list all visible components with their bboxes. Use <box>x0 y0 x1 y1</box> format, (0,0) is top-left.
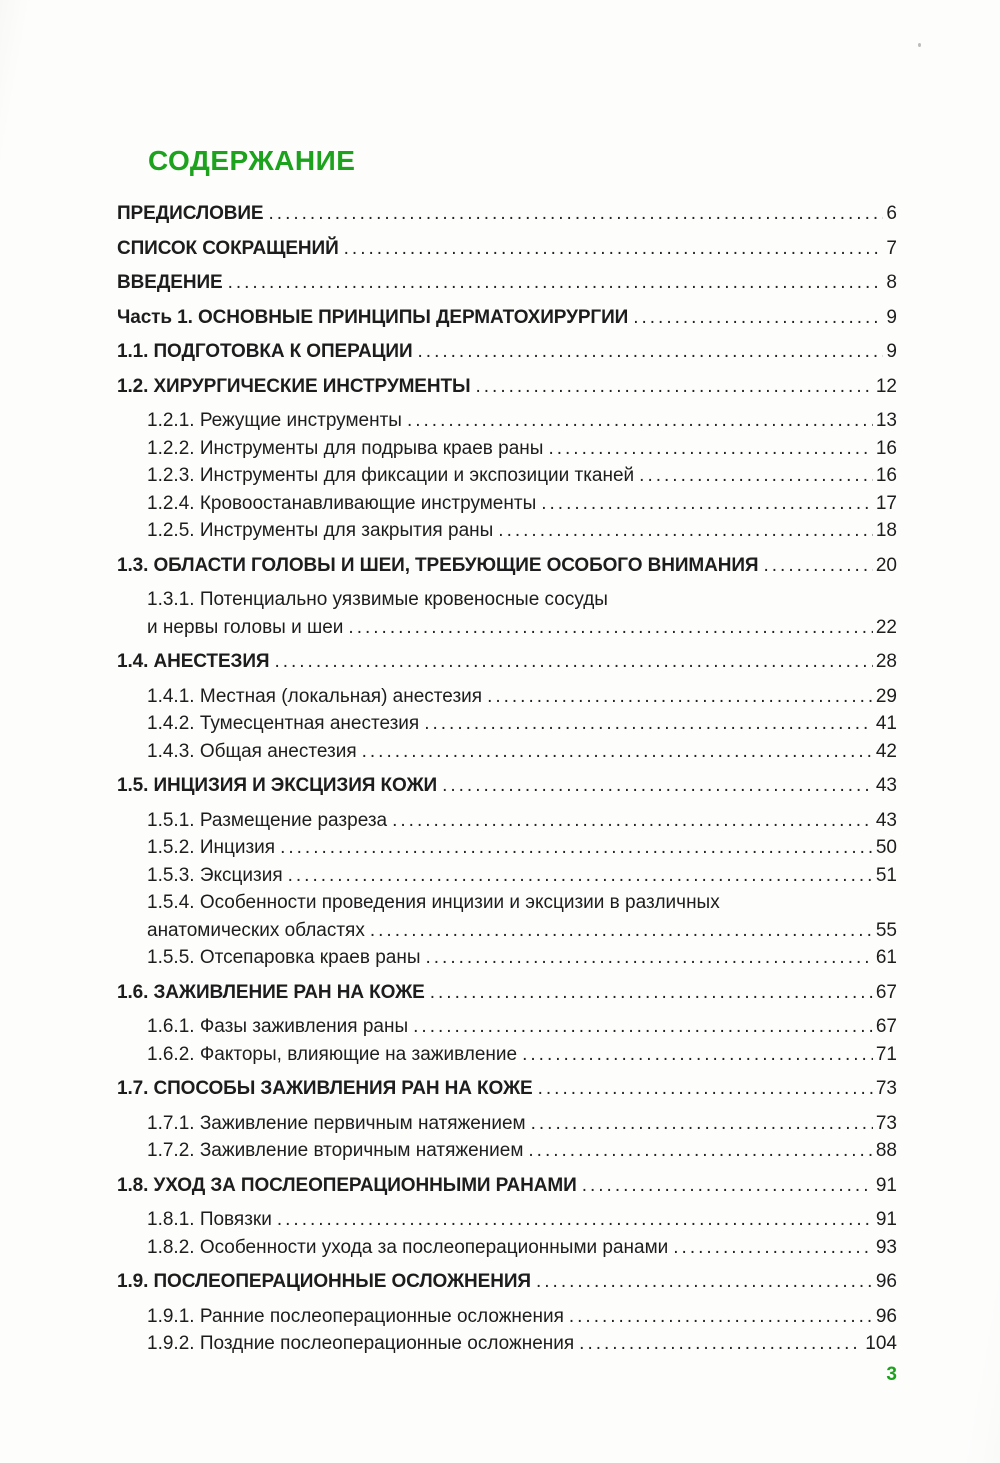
dotted-leader <box>277 1206 873 1234</box>
dotted-leader <box>430 979 873 1007</box>
dotted-leader <box>569 1303 873 1331</box>
toc-entry-page-number: 20 <box>875 554 897 576</box>
page-title: СОДЕРЖАНИЕ <box>148 145 356 176</box>
toc-entry <box>117 1013 897 1041</box>
toc-entry-label: 1.9.1. Ранние послеоперационные осложнения <box>147 1305 564 1327</box>
dotted-leader <box>288 862 873 890</box>
toc-entry-page-number: 91 <box>875 1174 897 1196</box>
dotted-leader <box>763 552 872 580</box>
toc-entry-row <box>117 1172 897 1200</box>
toc-entry-label: Часть 1. ОСНОВНЫЕ ПРИНЦИПЫ ДЕРМАТОХИРУРГИИ <box>117 306 629 328</box>
toc-entry-label: 1.3.1. Потенциально уязвимые кровеносные сосуды <box>147 589 608 610</box>
dotted-leader <box>407 407 873 435</box>
toc-entry <box>117 586 897 641</box>
toc-entry-label: 1.5.5. Отсепаровка краев раны <box>147 947 421 968</box>
toc-entry-label: и нервы головы и шеи <box>147 616 344 638</box>
toc-entry-row <box>117 648 897 676</box>
toc-entry-label: анатомических областях <box>147 919 365 941</box>
toc-entry-page-number: 29 <box>875 685 897 707</box>
toc-entry-label: 1.2. ХИРУРГИЧЕСКИЕ ИНСТРУМЕНТЫ <box>117 375 471 397</box>
toc-entry <box>117 648 897 676</box>
toc-entry-page-number: 13 <box>875 410 897 431</box>
toc-entry-page-number: 42 <box>875 740 897 762</box>
toc-entry-page-number: 16 <box>875 437 897 459</box>
toc-entry-page-number: 104 <box>865 1333 897 1354</box>
toc-entry-page-number: 91 <box>875 1209 897 1230</box>
toc-entry-page-number: 96 <box>875 1271 897 1292</box>
toc-entry <box>117 1110 897 1138</box>
toc-entry-row <box>147 1137 897 1165</box>
dotted-leader <box>418 338 884 366</box>
toc-entry-label: 1.5.4. Особенности проведения инцизии и эксцизии в различных <box>147 892 720 913</box>
toc-entry-label: СПИСОК СОКРАЩЕНИЙ <box>117 237 339 259</box>
dotted-leader <box>348 614 872 642</box>
toc-entry-page-number: 55 <box>875 919 897 941</box>
toc-entry-label: 1.4.1. Местная (локальная) анестезия <box>147 685 483 707</box>
toc-entry <box>117 772 897 800</box>
toc-entry-page-number: 22 <box>875 616 897 638</box>
toc-entry-row <box>147 435 897 463</box>
toc-entry-row <box>147 586 897 614</box>
toc-entry-row <box>147 834 897 862</box>
toc-entry-row <box>147 490 897 518</box>
dotted-leader <box>413 1013 873 1041</box>
toc-entry <box>117 1206 897 1234</box>
toc-entry-row <box>147 738 897 766</box>
dotted-leader <box>639 462 873 490</box>
toc-entry-label: 1.1. ПОДГОТОВКА К ОПЕРАЦИИ <box>117 341 413 362</box>
toc-entry-label: ПРЕДИСЛОВИЕ <box>117 203 264 224</box>
toc-entry-page-number: 8 <box>886 272 897 293</box>
dotted-leader <box>633 304 883 332</box>
dotted-leader <box>538 1075 873 1103</box>
toc-entry-row <box>117 1075 897 1103</box>
toc-entry <box>117 235 897 263</box>
toc-entry-page-number: 73 <box>875 1078 897 1099</box>
toc-entry-page-number: 7 <box>886 237 897 259</box>
folio-page-number: 3 <box>886 1363 897 1385</box>
toc-entry <box>117 1041 897 1069</box>
toc-entry <box>117 889 897 944</box>
toc-entry-page-number: 67 <box>875 1016 897 1037</box>
toc-entry-page-number: 18 <box>875 520 897 541</box>
toc-entry-row <box>147 710 897 738</box>
toc-entry <box>117 1137 897 1165</box>
toc-entry-page-number: 28 <box>875 651 897 672</box>
toc-entry-label: ВВЕДЕНИЕ <box>117 272 223 293</box>
scan-artifact-speck <box>918 43 921 47</box>
dotted-leader <box>370 917 873 945</box>
toc-entry <box>117 304 897 332</box>
toc-entry <box>117 979 897 1007</box>
toc-entry-page-number: 88 <box>875 1140 897 1161</box>
toc-entry-row <box>117 269 897 297</box>
toc-entry-row <box>117 200 897 228</box>
toc-entry-label: 1.4. АНЕСТЕЗИЯ <box>117 651 270 672</box>
toc-entry-page-number: 73 <box>875 1112 897 1134</box>
toc-entry-page-number: 43 <box>875 775 897 796</box>
toc-entry <box>117 200 897 228</box>
toc-entry-label: 1.6. ЗАЖИВЛЕНИЕ РАН НА КОЖЕ <box>117 981 425 1003</box>
toc-entry-row <box>117 235 897 263</box>
toc-entry-row <box>147 807 897 835</box>
toc-entry-row <box>147 1330 897 1358</box>
toc-entry-row <box>147 1234 897 1262</box>
toc-entry-label: 1.5.2. Инцизия <box>147 837 276 858</box>
toc-entry-label: 1.2.3. Инструменты для фиксации и экспозиции тканей <box>147 465 635 486</box>
toc-list <box>117 200 897 1358</box>
toc-entry <box>117 834 897 862</box>
toc-entry-label: 1.2.1. Режущие инструменты <box>147 410 402 431</box>
toc-entry <box>117 462 897 490</box>
toc-entry-row <box>147 462 897 490</box>
toc-entry-row <box>147 1013 897 1041</box>
toc-entry-row <box>147 889 897 917</box>
toc-entry-label: 1.8.1. Повязки <box>147 1209 272 1230</box>
toc-entry-row <box>117 772 897 800</box>
toc-entry-row <box>147 1110 897 1138</box>
toc-entry-page-number: 9 <box>886 341 897 362</box>
toc-entry-row <box>147 1303 897 1331</box>
toc-entry-row <box>147 614 897 642</box>
dotted-leader <box>541 490 873 518</box>
toc-entry-row <box>147 517 897 545</box>
dotted-leader <box>344 235 884 263</box>
toc-entry-label: 1.7.2. Заживление вторичным натяжением <box>147 1140 524 1161</box>
dotted-leader <box>476 373 873 401</box>
dotted-leader <box>522 1041 873 1069</box>
toc-entry-label: 1.8. УХОД ЗА ПОСЛЕОПЕРАЦИОННЫМИ РАНАМИ <box>117 1174 577 1196</box>
toc-entry <box>117 407 897 435</box>
toc-entry-label: 1.3. ОБЛАСТИ ГОЛОВЫ И ШЕИ, ТРЕБУЮЩИЕ ОСОБОГО ВНИМАНИЯ <box>117 554 759 576</box>
toc-entry-row <box>117 304 897 332</box>
toc-entry-page-number: 9 <box>886 306 897 328</box>
dotted-leader <box>424 710 873 738</box>
dotted-leader <box>362 738 873 766</box>
dotted-leader <box>228 269 884 297</box>
dotted-leader <box>536 1268 873 1296</box>
toc-entry-page-number: 16 <box>875 465 897 486</box>
toc-entry-label: 1.4.3. Общая анестезия <box>147 740 357 762</box>
toc-entry <box>117 435 897 463</box>
toc-entry <box>117 552 897 580</box>
toc-entry-label: 1.4.2. Тумесцентная анестезия <box>147 713 420 734</box>
toc-entry-row <box>117 979 897 1007</box>
toc-entry-row <box>147 1041 897 1069</box>
toc-entry-label: 1.2.2. Инструменты для подрыва краев раны <box>147 437 544 459</box>
toc-entry <box>117 517 897 545</box>
toc-entry-row <box>147 862 897 890</box>
toc-entry-page-number: 43 <box>875 809 897 831</box>
toc-entry-label: 1.6.2. Факторы, влияющие на заживление <box>147 1043 518 1065</box>
toc-entry-page-number: 50 <box>875 837 897 858</box>
toc-entry-label: 1.2.4. Кровоостанавливающие инструменты <box>147 492 537 514</box>
dotted-leader <box>528 1137 872 1165</box>
toc-entry <box>117 1172 897 1200</box>
toc-entry-page-number: 67 <box>875 981 897 1003</box>
toc-entry-page-number: 51 <box>875 864 897 886</box>
dotted-leader <box>274 648 872 676</box>
dotted-leader <box>269 200 884 228</box>
toc-entry-page-number: 96 <box>875 1305 897 1327</box>
toc-entry <box>117 807 897 835</box>
toc-entry <box>117 338 897 366</box>
dotted-leader <box>425 944 872 972</box>
toc-entry-label: 1.6.1. Фазы заживления раны <box>147 1016 409 1037</box>
toc-entry-page-number: 93 <box>875 1236 897 1258</box>
dotted-leader <box>280 834 873 862</box>
toc-entry-label: 1.8.2. Особенности ухода за послеоперационными ранами <box>147 1236 669 1258</box>
toc-entry-page-number: 61 <box>875 947 897 968</box>
dotted-leader <box>487 683 873 711</box>
toc-entry-row <box>147 683 897 711</box>
toc-entry-row <box>117 1268 897 1296</box>
toc-entry <box>117 1075 897 1103</box>
toc-entry <box>117 710 897 738</box>
toc-entry <box>117 490 897 518</box>
dotted-leader <box>392 807 873 835</box>
dotted-leader <box>442 772 873 800</box>
toc-entry <box>117 1234 897 1262</box>
toc-entry <box>117 1303 897 1331</box>
toc-entry-label: 1.2.5. Инструменты для закрытия раны <box>147 520 494 541</box>
toc-entry-page-number: 17 <box>875 492 897 514</box>
dotted-leader <box>582 1172 873 1200</box>
toc-entry-label: 1.7. СПОСОБЫ ЗАЖИВЛЕНИЯ РАН НА КОЖЕ <box>117 1078 533 1099</box>
toc-entry-row <box>117 373 897 401</box>
toc-entry-page-number: 71 <box>875 1043 897 1065</box>
toc-entry-page-number: 6 <box>886 203 897 224</box>
toc-entry-row <box>117 552 897 580</box>
toc-entry-label: 1.5.3. Эксцизия <box>147 864 283 886</box>
toc-entry-label: 1.9. ПОСЛЕОПЕРАЦИОННЫЕ ОСЛОЖНЕНИЯ <box>117 1271 531 1292</box>
toc-entry <box>117 373 897 401</box>
toc-entry-label: 1.7.1. Заживление первичным натяжением <box>147 1112 526 1134</box>
dotted-leader <box>531 1110 873 1138</box>
toc-entry <box>117 944 897 972</box>
toc-entry <box>117 683 897 711</box>
toc-entry-page-number: 12 <box>875 375 897 397</box>
toc-entry-page-number: 41 <box>875 713 897 734</box>
toc-entry-label: 1.5. ИНЦИЗИЯ И ЭКСЦИЗИЯ КОЖИ <box>117 775 438 796</box>
toc-entry <box>117 1268 897 1296</box>
dotted-leader <box>498 517 873 545</box>
dotted-leader <box>548 435 872 463</box>
toc-entry <box>117 738 897 766</box>
dotted-leader <box>579 1330 862 1358</box>
toc-entry-label: 1.9.2. Поздние послеоперационные осложнения <box>147 1333 575 1354</box>
toc-entry-row <box>147 917 897 945</box>
toc-entry <box>117 1330 897 1358</box>
toc-entry-label: 1.5.1. Размещение разреза <box>147 809 388 831</box>
toc-entry-row <box>147 944 897 972</box>
toc-entry <box>117 269 897 297</box>
toc-entry <box>117 862 897 890</box>
dotted-leader <box>673 1234 873 1262</box>
toc-entry-row <box>117 338 897 366</box>
toc-entry-row <box>147 1206 897 1234</box>
toc-entry-row <box>147 407 897 435</box>
